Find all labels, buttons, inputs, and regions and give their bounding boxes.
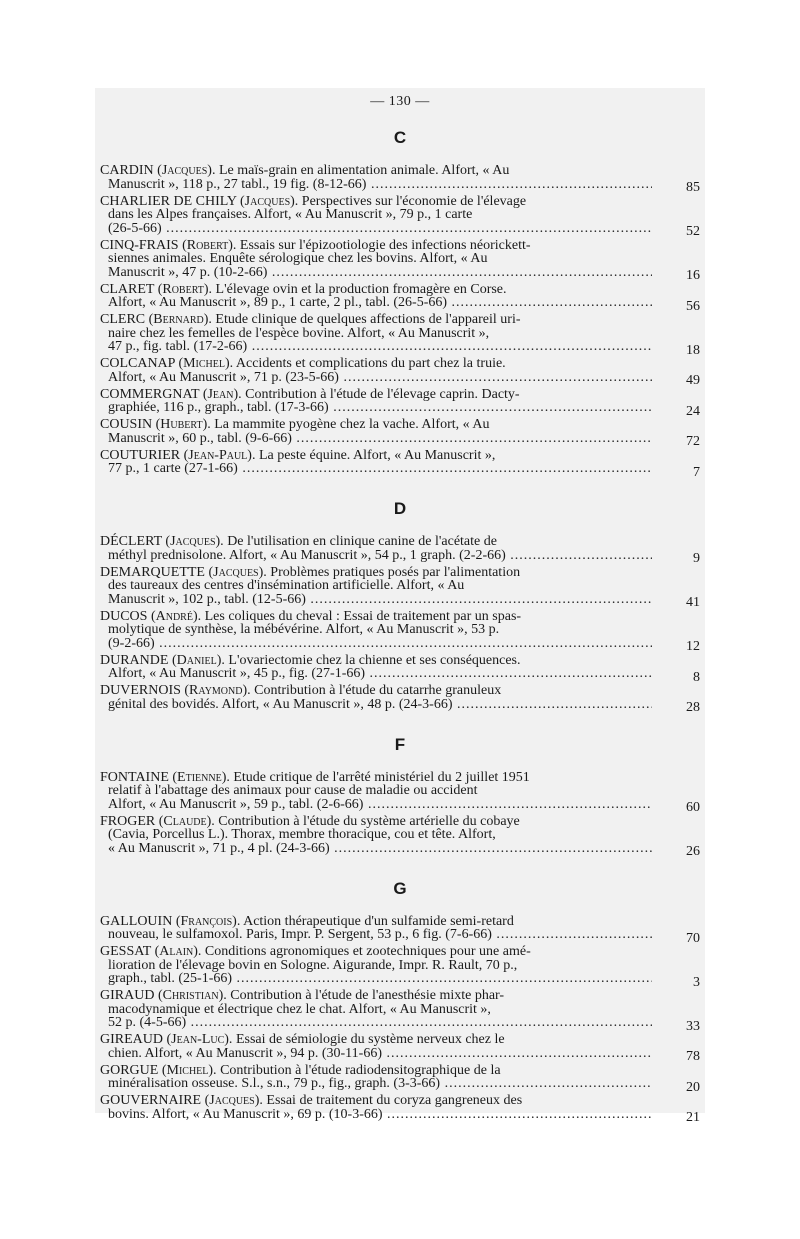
entry-text: Manuscrit », 60 p., tabl. (9-6-66): [108, 431, 292, 445]
author-firstname: (Robert).: [157, 281, 213, 297]
entry-line: [108, 798, 652, 815]
section-letter: G: [393, 878, 407, 898]
section-letter: F: [394, 734, 406, 754]
author-surname: GIREAUD: [100, 1032, 163, 1047]
bibliography-entry: [100, 1094, 700, 1125]
entry-text: Etude clinique de quelques affections de l'appareil uri-: [215, 312, 521, 327]
dot-leader: [108, 401, 652, 415]
sections-container: [100, 128, 700, 1125]
dot-leader: [108, 637, 652, 651]
dot-leader: [108, 1108, 652, 1122]
entry-text: relatif à l'abattage des animaux pour cause de maladie ou accident: [108, 783, 478, 798]
entry-page-number: 26: [686, 844, 700, 859]
bibliography-entry: [100, 945, 700, 989]
dot-leader: [108, 593, 652, 607]
entry-line: [108, 1108, 652, 1125]
entry-line: [108, 698, 652, 715]
entry-page-number: 49: [686, 373, 700, 388]
author-firstname: (Raymond).: [184, 683, 251, 698]
author-firstname: (Daniel).: [171, 652, 225, 668]
bibliography-entry: [100, 654, 700, 685]
entry-line: [108, 296, 652, 313]
entry-text: Le maïs-grain en alimentation animale. Alfort, « Au: [218, 163, 510, 178]
bibliography-entry: [100, 239, 700, 283]
author-surname: FONTAINE: [100, 769, 169, 785]
entry-line: [108, 462, 652, 479]
entry-text: Contribution à l'étude radiodensitographique de la: [220, 1062, 501, 1078]
entry-text: La peste équine. Alfort, « Au Manuscrit »,: [258, 447, 496, 463]
author-firstname: (Michel).: [161, 1062, 217, 1078]
author-firstname: (Michel).: [178, 356, 234, 371]
entry-text: bovins. Alfort, « Au Manuscrit », 69 p. (10-3-66): [108, 1107, 383, 1121]
entry-page-number: 78: [686, 1049, 700, 1064]
section-g: [100, 879, 700, 1125]
author-surname: COMMERGNAT: [100, 386, 200, 402]
dot-leader: [108, 1047, 652, 1061]
entry-text: Manuscrit », 118 p., 27 tabl., 19 fig. (8-12-66): [108, 177, 367, 191]
entry-text: Manuscrit », 47 p. (10-2-66): [108, 265, 268, 279]
entry-line: [100, 195, 652, 209]
author-surname: DÉCLERT: [100, 534, 162, 549]
entry-page-number: 8: [693, 669, 700, 685]
dot-leader: [108, 928, 652, 942]
entry-line: [108, 208, 652, 222]
entry-text: Les coliques du cheval : Essai de traitement par un spas-: [204, 608, 522, 624]
entry-line: [108, 1077, 652, 1094]
entry-text: 52 p. (4-5-66): [108, 1016, 187, 1030]
entry-line: [108, 784, 652, 798]
entry-line: [108, 579, 652, 593]
entry-line: [108, 222, 652, 239]
page-number: — 130 —: [370, 94, 430, 109]
entry-text: « Au Manuscrit », 71 p., 4 pl. (24-3-66): [108, 841, 330, 855]
entry-line: [108, 593, 652, 610]
entry-text: Manuscrit », 102 p., tabl. (12-5-66): [108, 592, 306, 606]
bibliography-entry: [100, 915, 700, 946]
dot-leader: [108, 549, 652, 563]
entry-line: [108, 637, 652, 654]
entry-line: [108, 1003, 652, 1017]
dot-leader: [108, 432, 652, 446]
dot-leader: [108, 371, 652, 385]
author-firstname: (Jacques).: [157, 163, 216, 178]
bibliography-entry: [100, 313, 700, 357]
author-surname: DUCOS: [100, 608, 148, 624]
entry-text: Alfort, « Au Manuscrit », 59 p., tabl. (2-6-66): [108, 797, 364, 811]
entry-page-number: 18: [686, 342, 700, 358]
entry-line: [108, 828, 652, 842]
entry-page-number: 85: [686, 180, 700, 195]
entry-page-number: 3: [693, 974, 700, 990]
entry-page-number: 70: [686, 930, 700, 946]
entry-line: [100, 1033, 652, 1047]
author-firstname: (Hubert).: [155, 417, 211, 432]
entry-line: [108, 1016, 652, 1033]
author-firstname: (Jacques).: [165, 534, 224, 549]
section-f: [100, 735, 700, 859]
entry-page-number: 21: [686, 1110, 700, 1125]
bibliography-entry: [100, 1033, 700, 1064]
entry-page-number: 12: [686, 639, 700, 654]
entry-line: [100, 610, 652, 624]
author-surname: COLCANAP: [100, 356, 175, 371]
dot-leader: [108, 667, 652, 681]
entry-text: minéralisation osseuse. S.l., s.n., 79 p., fig., graph. (3-3-66): [108, 1077, 441, 1091]
entry-page-number: 60: [686, 800, 700, 815]
entry-line: [100, 239, 652, 253]
bibliography-entry: [100, 535, 700, 566]
entry-text: des taureaux des centres d'insémination artificielle. Alfort, « Au: [108, 578, 465, 593]
entry-line: [108, 340, 652, 357]
author-surname: GESSAT: [100, 944, 152, 959]
entry-text: (9-2-66): [108, 636, 155, 650]
author-surname: CHARLIER DE CHILY: [100, 193, 237, 209]
author-surname: DUVERNOIS: [100, 683, 181, 698]
author-surname: DURANDE: [100, 652, 169, 668]
entry-page-number: 41: [686, 595, 700, 610]
entry-line: [100, 945, 652, 959]
entry-text: siennes animales. Enquête sérologique chez les bovins. Alfort, « Au: [108, 251, 488, 266]
author-surname: GORGUE: [100, 1062, 159, 1078]
entry-line: [100, 989, 652, 1003]
author-surname: CLERC: [100, 312, 146, 327]
author-firstname: (Jacques).: [208, 564, 267, 580]
entry-text: Essais sur l'épizootiologie des infections néorickett-: [239, 237, 531, 253]
entry-text: molytique de synthèse, la mébévérine. Alfort, « Au Manuscrit », 53 p.: [108, 622, 500, 637]
entry-page-number: 7: [693, 464, 700, 480]
entry-line: [108, 959, 652, 973]
bibliography-entry: [100, 357, 700, 388]
entry-line: [108, 928, 652, 945]
entry-text: 47 p., fig. tabl. (17-2-66): [108, 340, 248, 354]
entry-page-number: 33: [686, 1018, 700, 1034]
author-surname: CINQ-FRAIS: [100, 237, 179, 253]
section-letter: C: [393, 128, 407, 147]
author-surname: CLARET: [100, 281, 155, 297]
author-firstname: (Claude).: [158, 813, 215, 829]
entry-text: L'élevage ovin et la production fromagère en Corse.: [215, 281, 507, 297]
entry-text: Action thérapeutique d'un sulfamide semi-retard: [243, 913, 514, 929]
entry-line: [100, 449, 652, 463]
entry-text: La mammite pyogène chez la vache. Alfort, « Au: [214, 417, 490, 432]
entry-text: Alfort, « Au Manuscrit », 71 p. (23-5-66): [108, 370, 339, 384]
entry-line: [108, 401, 652, 418]
entry-line: [108, 178, 652, 195]
entry-line: [108, 972, 652, 989]
entry-text: Perspectives sur l'économie de l'élevage: [301, 193, 527, 209]
dot-leader: [108, 178, 652, 192]
entry-line: [100, 164, 652, 178]
entry-line: [100, 418, 652, 432]
entry-text: 77 p., 1 carte (27-1-66): [108, 462, 238, 476]
entry-text: chien. Alfort, « Au Manuscrit », 94 p. (30-11-66): [108, 1046, 382, 1060]
entry-line: [100, 283, 652, 297]
dot-leader: [108, 340, 652, 354]
entry-line: [108, 842, 652, 859]
bibliography-content: [100, 94, 700, 1145]
author-firstname: (Jacques).: [240, 193, 299, 209]
entry-line: [100, 684, 652, 698]
bibliography-entry: [100, 566, 700, 610]
entry-line: [100, 771, 652, 785]
entry-text: (Cavia, Porcellus L.). Thorax, membre thoracique, cou et tête. Alfort,: [108, 827, 496, 842]
entry-line: [100, 566, 652, 580]
entry-text: Etude critique de l'arrêté ministériel du 2 juillet 1951: [233, 769, 530, 785]
entry-page-number: 9: [693, 551, 700, 566]
entry-page-number: 52: [686, 224, 700, 239]
entry-line: [108, 327, 652, 341]
entry-line: [100, 815, 652, 829]
entry-line: [100, 357, 652, 371]
author-firstname: (Jean-Luc).: [166, 1032, 233, 1047]
author-surname: FROGER: [100, 813, 156, 829]
entry-text: L'ovariectomie chez la chienne et ses conséquences.: [228, 652, 521, 668]
bibliography-entry: [100, 815, 700, 859]
entry-line: [100, 654, 652, 668]
entry-text: macodynamique et électrique chez le chat. Alfort, « Au Manuscrit »,: [108, 1001, 491, 1017]
bibliography-entry: [100, 418, 700, 449]
entry-line: [108, 1047, 652, 1064]
bibliography-entry: [100, 610, 700, 654]
entry-text: Contribution à l'étude du catarrhe granuleux: [254, 683, 502, 698]
entry-line: [108, 266, 652, 283]
entry-text: nouveau, le sulfamoxol. Paris, Impr. P. Sergent, 53 p., 6 fig. (7-6-66): [108, 928, 492, 942]
author-firstname: (Etienne).: [172, 769, 230, 785]
bibliography-entry: [100, 771, 700, 815]
bibliography-entry: [100, 164, 700, 195]
author-firstname: (Bernard).: [148, 312, 212, 327]
author-firstname: (Alain).: [154, 944, 202, 959]
dot-leader: [108, 462, 652, 476]
author-surname: CARDIN: [100, 163, 154, 178]
entry-page-number: 24: [686, 403, 700, 419]
author-surname: GALLOUIN: [100, 913, 173, 929]
dot-leader: [108, 798, 652, 812]
dot-leader: [108, 1077, 652, 1091]
author-firstname: (Robert).: [182, 237, 237, 253]
section-d: [100, 499, 700, 715]
author-surname: COUSIN: [100, 417, 153, 432]
author-firstname: (Jean).: [202, 386, 242, 402]
entry-text: méthyl prednisolone. Alfort, « Au Manuscrit », 54 p., 1 graph. (2-2-66): [108, 548, 506, 562]
entry-text: (26-5-66): [108, 221, 162, 235]
entry-page-number: 56: [686, 298, 700, 314]
entry-text: génital des bovidés. Alfort, « Au Manuscrit », 48 p. (24-3-66): [108, 697, 453, 711]
bibliography-entry: [100, 684, 700, 715]
author-surname: GIRAUD: [100, 988, 155, 1003]
entry-text: Contribution à l'étude de l'élevage caprin. Dacty-: [245, 386, 520, 402]
entry-text: graph., tabl. (25-1-66): [108, 972, 233, 986]
entry-text: Alfort, « Au Manuscrit », 89 p., 1 carte, 2 pl., tabl. (26-5-66): [108, 296, 448, 310]
entry-text: Alfort, « Au Manuscrit », 45 p., fig. (27-1-66): [108, 667, 366, 681]
dot-leader: [108, 972, 652, 986]
entry-text: Contribution à l'étude de l'anesthésie mixte phar-: [230, 988, 505, 1003]
entry-line: [100, 388, 652, 402]
author-surname: DEMARQUETTE: [100, 564, 205, 580]
entry-text: De l'utilisation en clinique canine de l'acétate de: [227, 534, 497, 549]
author-firstname: (Christian).: [157, 988, 227, 1003]
entry-line: [100, 535, 652, 549]
entry-page-number: 16: [686, 268, 700, 283]
entry-page-number: 72: [686, 434, 700, 449]
bibliography-entry: [100, 449, 700, 480]
dot-leader: [108, 222, 652, 236]
entry-line: [108, 549, 652, 566]
dot-leader: [108, 266, 652, 280]
entry-text: naire chez les femelles de l'espèce bovine. Alfort, « Au Manuscrit »,: [108, 325, 490, 341]
bibliography-entry: [100, 989, 700, 1033]
entry-text: graphiée, 116 p., graph., tabl. (17-3-66): [108, 401, 329, 415]
author-firstname: (André).: [150, 608, 202, 624]
entry-page-number: 28: [686, 700, 700, 715]
entry-line: [100, 313, 652, 327]
entry-line: [100, 915, 652, 929]
dot-leader: [108, 698, 652, 712]
entry-line: [100, 1094, 652, 1108]
entry-text: lioration de l'élevage bovin en Sologne. Aigurande, Impr. R. Rault, 70 p.,: [108, 957, 518, 973]
bibliography-entry: [100, 195, 700, 239]
entry-text: Problèmes pratiques posés par l'alimentation: [270, 564, 521, 580]
author-firstname: (Jacques).: [204, 1093, 263, 1108]
entry-line: [108, 432, 652, 449]
bibliography-entry: [100, 388, 700, 419]
entry-text: Essai de traitement du coryza gangreneux des: [266, 1093, 523, 1108]
entry-text: Essai de sémiologie du système nerveux chez le: [235, 1032, 505, 1047]
dot-leader: [108, 842, 652, 856]
author-firstname: (Jean-Paul).: [183, 447, 256, 463]
dot-leader: [108, 1016, 652, 1030]
entry-line: [108, 252, 652, 266]
section-c: [100, 128, 700, 479]
entry-line: [100, 1064, 652, 1078]
entry-text: Contribution à l'étude du système artérielle du cobaye: [218, 813, 520, 829]
author-surname: GOUVERNAIRE: [100, 1093, 202, 1108]
section-letter: D: [393, 499, 407, 518]
entry-line: [108, 667, 652, 684]
bibliography-entry: [100, 1064, 700, 1095]
author-firstname: (François).: [175, 913, 241, 929]
entry-text: dans les Alpes françaises. Alfort, « Au Manuscrit », 79 p., 1 carte: [108, 207, 473, 222]
entry-line: [108, 623, 652, 637]
entry-text: Conditions agronomiques et zootechniques pour une amé-: [204, 944, 531, 959]
bibliography-entry: [100, 283, 700, 314]
author-surname: COUTURIER: [100, 447, 181, 463]
entry-text: Accidents et complications du part chez la truie.: [235, 356, 506, 371]
entry-page-number: 20: [686, 1079, 700, 1095]
dot-leader: [108, 296, 652, 310]
entry-line: [108, 371, 652, 388]
